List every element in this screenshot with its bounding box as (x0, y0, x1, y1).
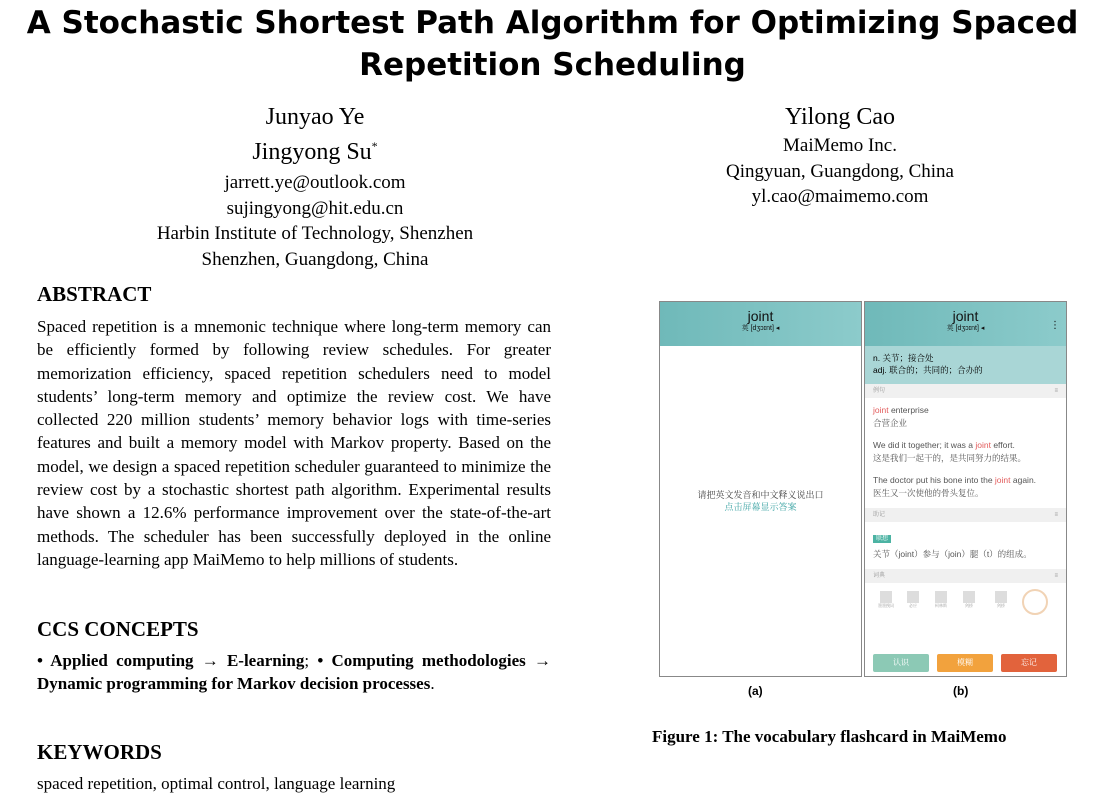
mnemonic-text: 关节（joint）参与（join）腿（t）的组成。 (873, 549, 1032, 559)
abstract-text: Spaced repetition is a mnemonic technique where long-term memory can be efficiently formed by following review schedules. For greater memorization efficiency, spaced repetition schedulers need to model students’ long-term memory and optimize the review cost. We have collected 220 million students’ memory behavior logs with time-series features and built a memory model with Markov property. Based on the model, we design a spaced repetition scheduler guaranteed to minimize the review cost by a stochastic shortest path algorithm. Experimental results have shown a 12.6% performance improvement over the state-of-the-art methods. The scheduler has been successfully deployed in the online language-learning app MaiMemo to help millions of students. (37, 317, 551, 569)
subfigure-label-b: (b) (953, 684, 969, 698)
subfigure-label-a: (a) (748, 684, 763, 698)
ccs-concept: • Applied computing → E-learning (37, 651, 305, 670)
dictionary-item[interactable]: 剑桥 (958, 591, 980, 609)
dictionary-icon (907, 591, 919, 603)
pronunciation: 英 [dʒɔɪnt] ◂ (946, 325, 985, 332)
ccs-concept: • Computing methodologies → Dynamic programming for Markov decision processes (37, 651, 551, 694)
prompt-text: 请把英文发音和中文释义说出口 (697, 490, 824, 500)
author-location: Shenzhen, Guangdong, China (201, 248, 429, 270)
dictionary-icon (880, 591, 892, 603)
author-affiliation: Harbin Institute of Technology, Shenzhen (156, 223, 474, 244)
examples-section-bar: 例句 ≡ (865, 384, 1066, 398)
paper-title: A Stochastic Shortest Path Algorithm for Optimizing Spaced Repetition Scheduling (26, 5, 1079, 83)
know-button[interactable]: 认识 (873, 654, 929, 672)
dictionary-icon (963, 591, 975, 603)
ccs-text: • Applied computing → E-learning; • Computing methodologies → Dynamic programming for Markov decision processes. (37, 651, 551, 694)
screen-header (660, 302, 861, 346)
definition: n. 关节；接合处 (873, 353, 934, 363)
keywords-heading: KEYWORDS (37, 740, 162, 764)
flashcard-word: joint (747, 308, 774, 324)
ccs-heading: CCS CONCEPTS (37, 617, 199, 641)
mnemonic-section-bar: 助记 ≡ (865, 508, 1066, 522)
definition: adj. 联合的；共同的；合办的 (873, 365, 983, 375)
more-menu-icon[interactable]: ⋮ (1050, 320, 1060, 331)
dictionary-icon (995, 591, 1007, 603)
figure-caption: Figure 1: The vocabulary flashcard in MaiMemo (652, 727, 1007, 746)
author-email: yl.cao@maimemo.com (751, 186, 929, 207)
example-sentence: We did it together; it was a joint effort. (873, 440, 1015, 450)
author-email: sujingyong@hit.edu.cn (226, 197, 404, 219)
author-name: Yilong Cao (784, 104, 895, 130)
reveal-answer-link[interactable]: 点击屏幕显示答案 (724, 502, 797, 512)
flashcard-word: joint (952, 308, 979, 324)
example-translation: 医生又一次使他的骨头复位。 (873, 488, 984, 498)
flashcard-screen-a (659, 301, 862, 677)
forget-button[interactable]: 忘记 (1001, 654, 1057, 672)
author-email: jarrett.ye@outlook.com (224, 172, 406, 193)
author-location: Qingyuan, Guangdong, China (726, 160, 954, 182)
example-translation: 合营企业 (873, 418, 908, 428)
author-name: Jingyong Su* (252, 139, 378, 165)
author-name: Junyao Ye (265, 104, 365, 130)
progress-ring-icon (1022, 589, 1048, 615)
screen-header (865, 302, 1066, 346)
author-block-right (590, 103, 1090, 210)
mnemonic-tag: 联想 (873, 535, 891, 543)
author-affiliation: MaiMemo Inc. (783, 135, 897, 156)
flashcard-screen-b (864, 301, 1067, 677)
example-translation: 这是我们一起干的，是共同努力的结果。 (873, 453, 1027, 463)
definition-panel (865, 346, 1066, 384)
author-block-left (60, 103, 570, 272)
dictionary-section-bar: 词典 ≡ (865, 569, 1066, 583)
dictionary-item[interactable]: 剑桥 (990, 591, 1012, 609)
abstract-heading: ABSTRACT (37, 282, 152, 306)
vague-button[interactable]: 模糊 (937, 654, 993, 672)
dictionary-icon (935, 591, 947, 603)
dictionary-item[interactable]: 墨墨搜词 (875, 591, 897, 609)
dictionary-item[interactable]: 柯林斯 (930, 591, 952, 609)
dictionary-row (865, 583, 1066, 623)
example-sentence: joint enterprise (873, 405, 929, 415)
keywords-text: spaced repetition, optimal control, language learning (37, 774, 396, 793)
pronunciation: 英 [dʒɔɪnt] ◂ (741, 325, 780, 332)
corresponding-mark: * (371, 139, 378, 153)
dictionary-item[interactable]: 必应 (902, 591, 924, 609)
example-sentence: The doctor put his bone into the joint again. (873, 475, 1037, 485)
